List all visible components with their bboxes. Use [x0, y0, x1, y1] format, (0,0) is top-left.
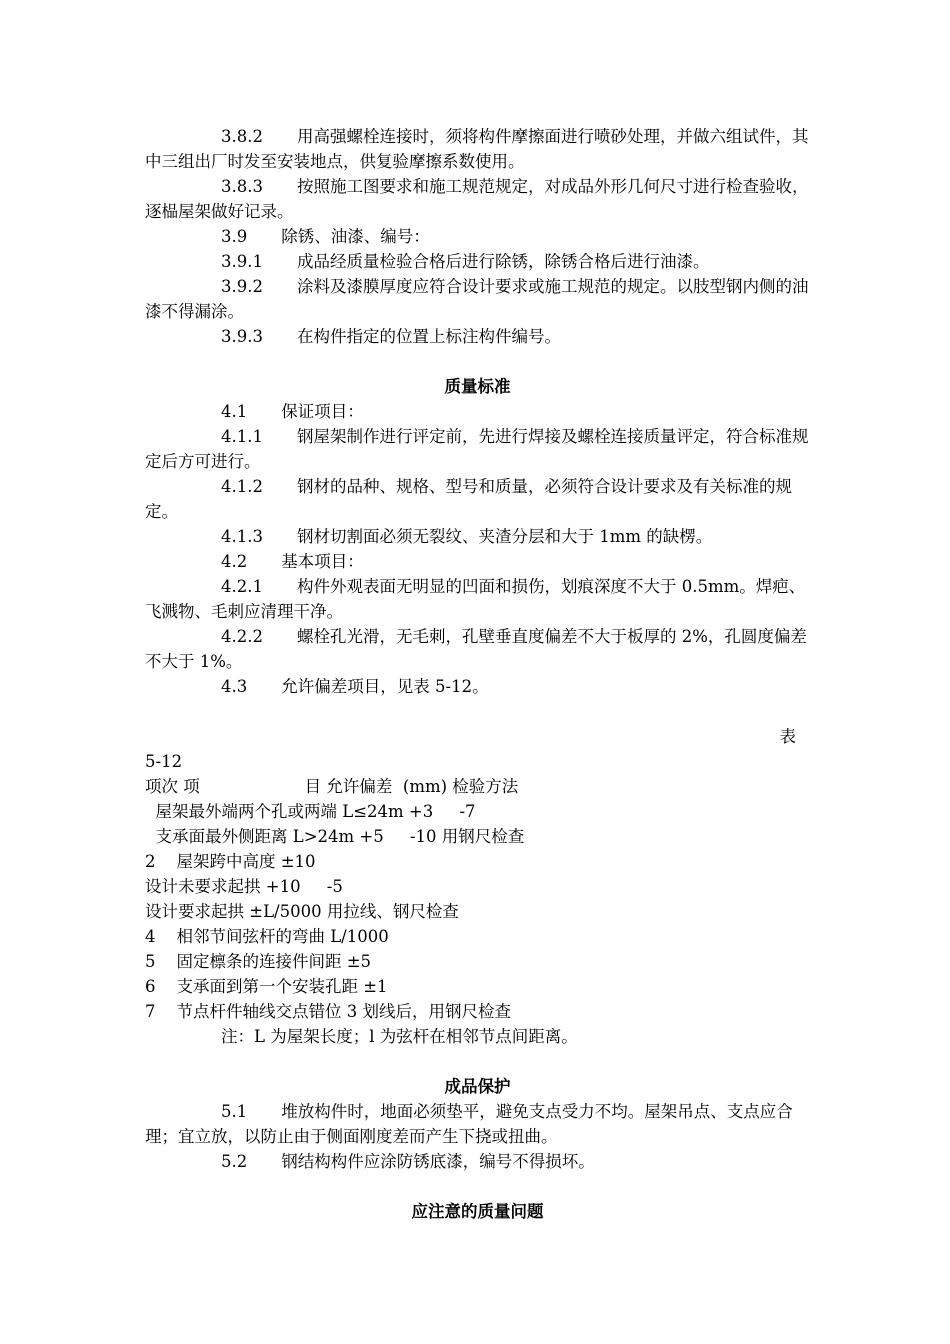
document-page — [145, 124, 810, 1224]
clause-text: 钢结构构件应涂防锈底漆，编号不得损坏。 — [281, 1152, 595, 1171]
quality-standard-heading: 质量标准 — [444, 377, 511, 396]
clause-number: 3.8.3 — [221, 177, 263, 196]
clause-text: 钢材的品种、规格、型号和质量，必须符合设计要求及有关标准的规定。 — [145, 477, 792, 521]
table-row: 设计要求起拱 ±L/5000 用拉线、钢尺检查 — [145, 902, 459, 921]
table-row: 7 节点杆件轴线交点错位 3 划线后，用钢尺检查 — [145, 1002, 511, 1021]
clause-number: 3.9.2 — [221, 277, 263, 296]
paragraph-3-9-3 — [145, 324, 810, 349]
paragraph-3-8-3 — [145, 174, 810, 224]
paragraph-3-9-2 — [145, 274, 810, 324]
clause-number: 3.8.2 — [221, 127, 263, 146]
paragraph-4-1 — [145, 399, 810, 424]
clause-text: 钢材切割面必须无裂纹、夹渣分层和大于 1mm 的缺楞。 — [296, 527, 713, 546]
clause-number: 4.2.2 — [221, 627, 263, 646]
table-row: 6 支承面到第一个安装孔距 ±1 — [145, 977, 388, 996]
clause-number: 4.3 — [221, 677, 248, 696]
clause-number: 3.9 — [221, 227, 248, 246]
paragraph-4-3 — [145, 674, 810, 699]
clause-number: 4.1.1 — [221, 427, 263, 446]
clause-number: 5.2 — [221, 1152, 248, 1171]
clause-number: 4.1 — [221, 402, 248, 421]
paragraph-3-8-2 — [145, 124, 810, 174]
clause-number: 5.1 — [221, 1102, 248, 1121]
paragraph-4-1-1 — [145, 424, 810, 474]
paragraph-4-1-2 — [145, 474, 810, 524]
paragraph-4-2-2 — [145, 624, 810, 674]
table-row: 5 固定檩条的连接件间距 ±5 — [145, 952, 372, 971]
clause-text: 基本项目： — [281, 552, 364, 571]
table-note: 注：L 为屋架长度；l 为弦杆在相邻节点间距离。 — [221, 1027, 578, 1046]
clause-text: 构件外观表面无明显的凹面和损伤，划痕深度不大于 0.5mm。焊疤、飞溅物、毛刺应清理干净。 — [145, 577, 806, 621]
paragraph-5-2 — [145, 1149, 810, 1174]
clause-text: 用高强螺栓连接时，须将构件摩擦面进行喷砂处理，并做六组试件，其中三组出厂时发至安装地点，供复验摩擦系数使用。 — [145, 127, 809, 171]
clause-text: 钢屋架制作进行评定前，先进行焊接及螺栓连接质量评定，符合标准规定后方可进行。 — [145, 427, 809, 471]
deviation-table — [145, 774, 810, 1024]
clause-number: 4.1.2 — [221, 477, 263, 496]
clause-text: 保证项目： — [281, 402, 364, 421]
table-label: 表 — [779, 727, 796, 746]
clause-number: 4.1.3 — [221, 527, 263, 546]
paragraph-3-9-1 — [145, 249, 810, 274]
table-row: 4 相邻节间弦杆的弯曲 L/1000 — [145, 927, 389, 946]
clause-number: 3.9.3 — [221, 327, 263, 346]
paragraph-4-2 — [145, 549, 810, 574]
clause-text: 按照施工图要求和施工规范规定，对成品外形几何尺寸进行检查验收，逐榀屋架做好记录。 — [145, 177, 809, 221]
quality-issues-heading: 应注意的质量问题 — [411, 1202, 544, 1221]
product-protection-heading: 成品保护 — [444, 1077, 511, 1096]
paragraph-4-2-1 — [145, 574, 810, 624]
clause-text: 在构件指定的位置上标注构件编号。 — [296, 327, 561, 346]
clause-text: 允许偏差项目，见表 5-12。 — [281, 677, 489, 696]
table-row: 屋架最外端两个孔或两端 L≤24m +3 -7 — [145, 802, 476, 821]
clause-number: 4.2.1 — [221, 577, 263, 596]
paragraph-3-9 — [145, 224, 810, 249]
paragraph-4-1-3 — [145, 524, 810, 549]
table-number: 5-12 — [145, 752, 183, 771]
clause-text: 成品经质量检验合格后进行除锈，除锈合格后进行油漆。 — [296, 252, 710, 271]
clause-text: 涂料及漆膜厚度应符合设计要求或施工规范的规定。以肢型钢内侧的油漆不得漏涂。 — [145, 277, 809, 321]
clause-number: 4.2 — [221, 552, 248, 571]
clause-text: 堆放构件时，地面必须垫平，避免支点受力不均。屋架吊点、支点应合理；宜立放，以防止由于侧面刚度差而产生下挠或扭曲。 — [145, 1102, 793, 1146]
table-row: 2 屋架跨中高度 ±10 — [145, 852, 316, 871]
table-row: 项次 项 目 允许偏差 (mm) 检验方法 — [145, 777, 519, 796]
clause-number: 3.9.1 — [221, 252, 263, 271]
clause-text: 螺栓孔光滑，无毛刺，孔壁垂直度偏差不大于板厚的 2%，孔圆度偏差不大于 1%。 — [145, 627, 807, 671]
paragraph-5-1 — [145, 1099, 810, 1149]
table-row: 支承面最外侧距离 L>24m +5 -10 用钢尺检查 — [145, 827, 525, 846]
clause-text: 除锈、油漆、编号： — [281, 227, 430, 246]
table-row: 设计未要求起拱 +10 -5 — [145, 877, 343, 896]
